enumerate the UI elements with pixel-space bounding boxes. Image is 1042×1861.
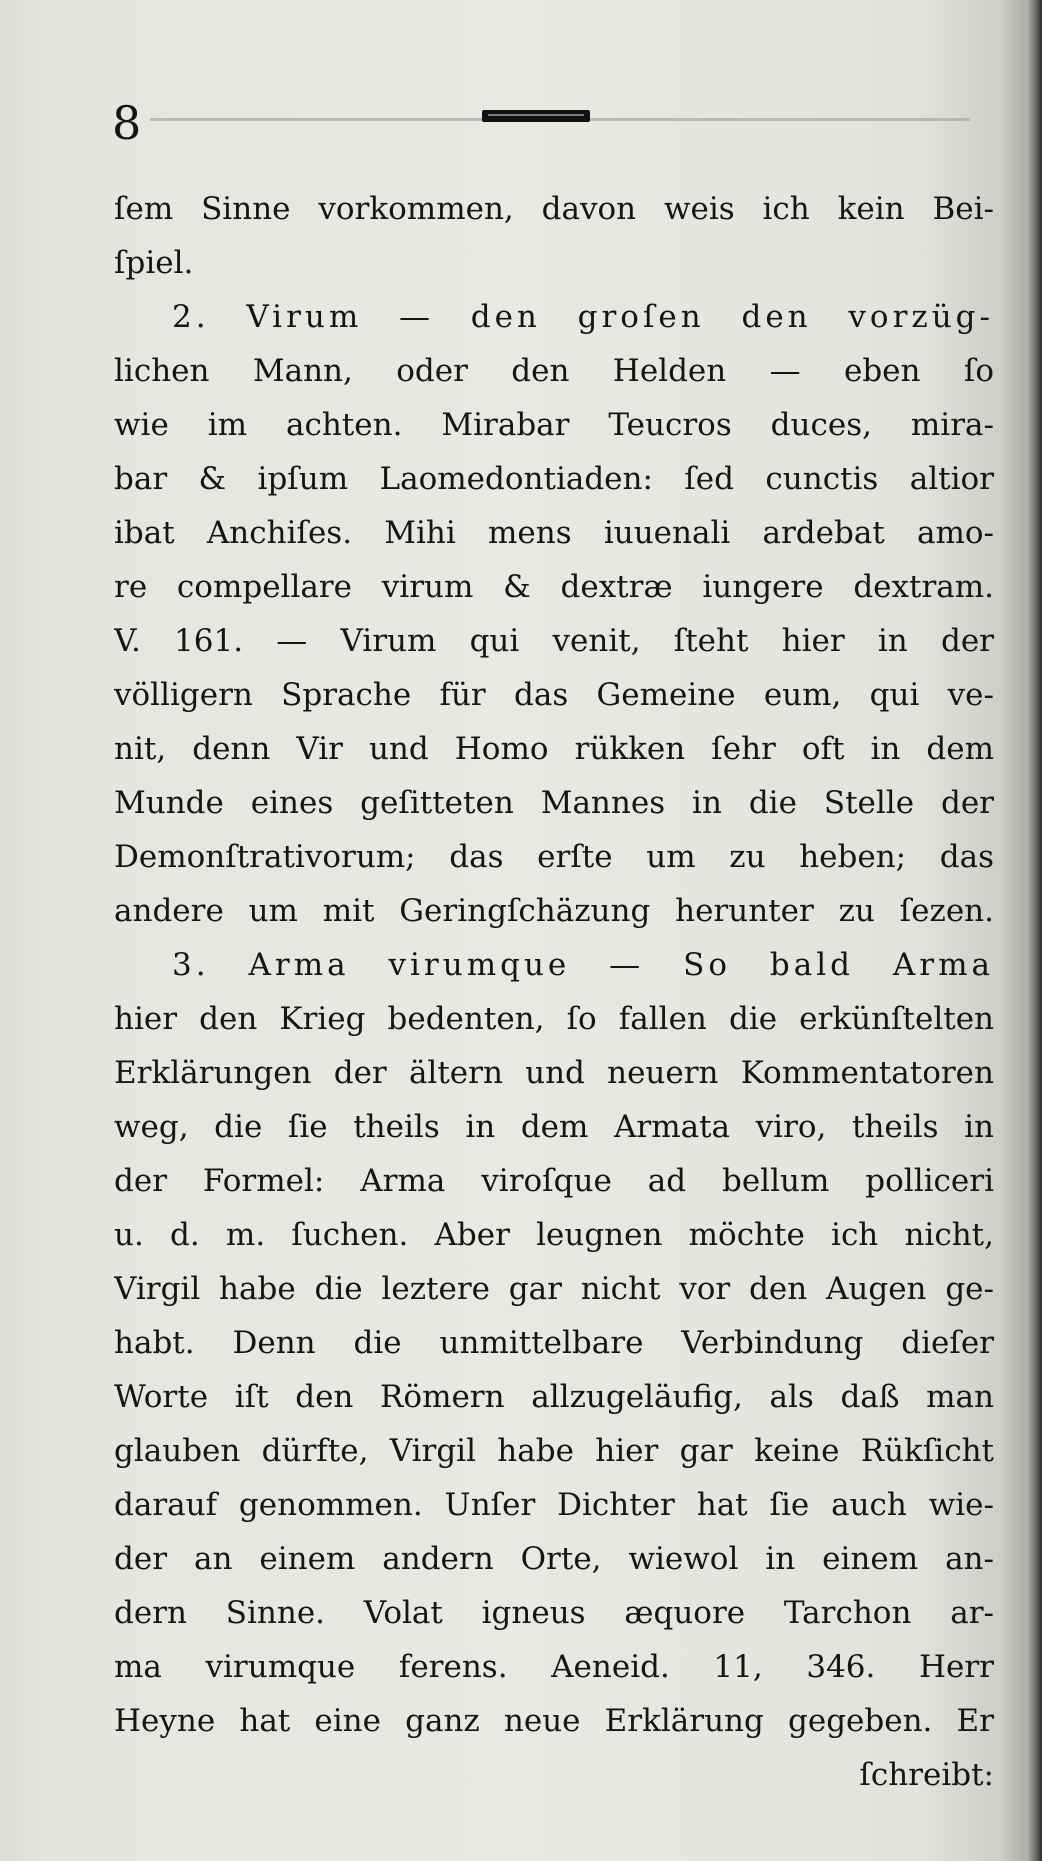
text-line: Demonſtrativorum; das erſte um zu heben; das [114, 839, 994, 875]
header-ornament [482, 110, 590, 122]
text-line: andere um mit Geringſchäzung herunter zu ſezen. [114, 893, 994, 929]
text-line: der Formel: Arma viroſque ad bellum polliceri [114, 1163, 994, 1199]
page-header [0, 0, 1042, 150]
text-line: Erklärungen der ältern und neuern Kommentatoren [114, 1055, 994, 1091]
text-line: dern Sinne. Volat igneus æquore Tarchon ar- [114, 1595, 994, 1631]
page-number: 8 [112, 96, 142, 150]
text-line: ibat Anchiſes. Mihi mens iuuenali ardebat amo- [114, 515, 994, 551]
text-line: 2. Virum — den groſen den vorzüg- [172, 299, 994, 335]
text-line: lichen Mann, oder den Helden — eben ſo [114, 353, 994, 389]
text-line: völligern Sprache für das Gemeine eum, qui ve- [114, 677, 994, 713]
text-line: glauben dürfte, Virgil habe hier gar keine Rükſicht [114, 1433, 994, 1469]
text-line: Worte iſt den Römern allzugeläufig, als daß man [114, 1379, 994, 1415]
text-line: 3. Arma virumque — So bald Arma [172, 947, 994, 983]
text-line: wie im achten. Mirabar Teucros duces, mira- [114, 407, 994, 443]
text-line: ma virumque ferens. Aeneid. 11, 346. Herr [114, 1649, 994, 1685]
body-text [114, 182, 994, 1802]
text-line: V. 161. — Virum qui venit, ſteht hier in der [114, 623, 994, 659]
text-line: weg, die ſie theils in dem Armata viro, theils in [114, 1109, 994, 1145]
text-line: der an einem andern Orte, wiewol in einem an- [114, 1541, 994, 1577]
text-line: Heyne hat eine ganz neue Erklärung gegeben. Er [114, 1703, 994, 1739]
text-line: darauf genommen. Unſer Dichter hat ſie auch wie- [114, 1487, 994, 1523]
text-line: Munde eines geſitteten Mannes in die Stelle der [114, 785, 994, 821]
text-line: habt. Denn die unmittelbare Verbindung dieſer [114, 1325, 994, 1361]
text-line: ſem Sinne vorkommen, davon weis ich kein Bei- [114, 191, 994, 227]
page-edge-shadow [1026, 0, 1042, 1861]
text-line: re compellare virum & dextræ iungere dextram. [114, 569, 994, 605]
text-line: hier den Krieg bedenten, ſo fallen die erkünſtelten [114, 1001, 994, 1037]
text-line: ſchreibt: [859, 1757, 994, 1793]
text-line: bar & ipſum Laomedontiaden: ſed cunctis altior [114, 461, 994, 497]
text-line: ſpiel. [114, 245, 194, 281]
text-line: Virgil habe die leztere gar nicht vor den Augen ge- [114, 1271, 994, 1307]
text-line: u. d. m. ſuchen. Aber leugnen möchte ich nicht, [114, 1217, 994, 1253]
text-line: nit, denn Vir und Homo rükken ſehr oft in dem [114, 731, 994, 767]
